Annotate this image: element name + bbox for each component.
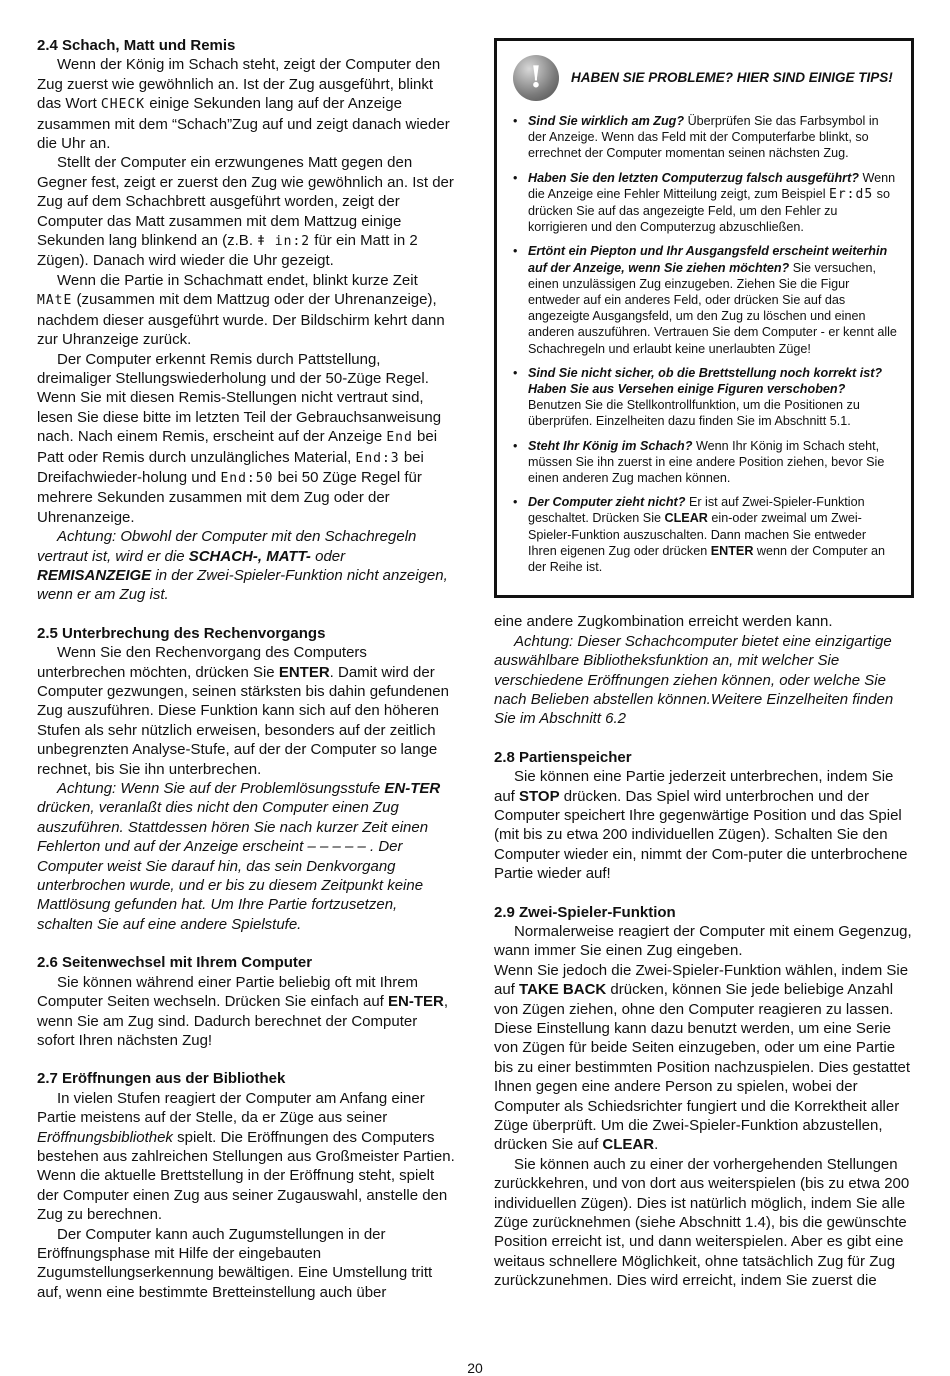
paragraph: Wenn die Partie in Schachmatt endet, blinkt kurze Zeit MAtE (zusammen mit dem Mattzug oder der Uhrenanzeige), nachdem dieser ausgeführt wurde. Der Bildschirm kehrt dann zur Uhranzeige zurück. [37,271,445,349]
lcd-check: CHECK [100,97,146,113]
tip-item: • Steht Ihr König im Schach? Wenn Ihr König im Schach steht, müssen Sie ihn zuerst in eine andere Position ziehen, bevor Sie einen anderen Zug machen können. [513,438,897,487]
tips-list [513,113,897,575]
lcd-end-3: End:3 [355,450,400,466]
tip-item: • Ertönt ein Piepton und Ihr Ausgangsfeld erscheint weiterhin auf der Anzeige, wenn Sie ziehen möchten? Sie versuchen, einen unzulässigen Zug einzugeben. Ziehen Sie die Figur entweder auf ein anderes Feld, oder drücken Sie auf das angezeigte Ausgangsfeld, um den Zug zu löschen und einen anderen auszuführen. Vertrauen Sie dem Computer - er kennt alle Schachregeln und erlaubt keine unerlaubten Züge! [513,243,897,356]
section-title: 2.4 Schach, Matt und Remis [37,37,236,54]
paragraph: Normalerweise reagiert der Computer mit einem Gegenzug, wann immer Sie einen Zug eingeben. [494,922,912,960]
paragraph: Sie können während einer Partie beliebig oft mit Ihrem Computer Seiten wechseln. Drücken Sie einfach auf EN-TER, wenn Sie am Zug sind. Dadurch berechnet der Computer sofort Ihren nächsten Zug! [37,973,449,1049]
tips-box [494,38,914,598]
paragraph: Wenn der König im Schach steht, zeigt der Computer den Zug zuerst wie gewöhnlich an. Ist der Zug ausgeführt, blinkt das Wort CHECK einige Sekunden lang auf der Anzeige zusammen mit dem “Schach”Zug auf und zeigt danach wieder die Uhr an. [37,56,450,153]
left-column [37,36,457,1302]
lcd-mate: MAtE [37,293,73,309]
note-paragraph: Achtung: Wenn Sie auf der Problemlösungsstufe EN-TER drücken, veranlaßt dies nicht den Computer einen Zug auszuführen. Stattdessen hören Sie nach kurzer Zeit einen Fehlerton und auf der Anzeige erscheint – – – – – . Der Computer weist Sie darauf hin, das sein Denkvorgang unterbrochen wurde, und er bis zu diesem Zeitpunkt keine Mattlösung gefunden hat. Um Ihre Partie fortzusetzen, schalten Sie auf eine andere Spielstufe. [37,780,441,933]
tips-title: HABEN SIE PROBLEME? HIER SIND EINIGE TIPS! [571,70,893,85]
tip-item: • Sind Sie wirklich am Zug? Überprüfen Sie das Farbsymbol in der Anzeige. Wenn das Feld mit der Computerfarbe blinkt, so errechnet der Computer momentan seinen nächsten Zug. [513,113,897,162]
lcd-error: Er:d5 [829,186,874,202]
lcd-end-50: End:50 [220,470,274,486]
section-title: 2.8 Partienspeicher [494,748,632,766]
section-title: 2.7 Eröffnungen aus der Bibliothek [37,1070,286,1088]
note-paragraph: Achtung: Obwohl der Computer mit den Schachregeln vertraut ist, wird er die SCHACH-, MATT- oder REMISANZEIGE in der Zwei-Spieler-Funktion nicht anzeigen, wenn er am Zug ist. [37,528,448,604]
tips-header [513,55,897,101]
exclamation-icon: ! [513,55,559,101]
lcd-mate-in-2: ǂ in:2 [257,234,311,250]
paragraph: In vielen Stufen reagiert der Computer am Anfang einer Partie meistens auf der Stelle, da er Züge aus seiner Eröffnungsbibliothek spielt. Die Eröffnungen des Computers bestehen aus zahlreichen Stellungen aus Großmeister Partien. Wenn die aktuelle Brettstellung in der Eröffnung steht, spielt der Computer einen Zug aus seiner Zugauswahl, anstelle den Zug zu berechnen. [37,1089,455,1224]
tip-item: • Haben Sie den letzten Computerzug falsch ausgeführt? Wenn die Anzeige eine Fehler Mitteilung zeigt, zum Beispiel Er:d5 so drücken Sie auf das angezeigte Feld, um den Fehler zu korrigieren und den Computerzug abzuschließen. [513,170,897,236]
section-title: 2.6 Seitenwechsel mit Ihrem Computer [37,954,313,972]
note-paragraph: Achtung: Dieser Schachcomputer bietet eine einzigartige auswählbare Bibliotheksfunktion an, mit welcher Sie verschiedene Eröffnungen ziehen können, oder welche Sie nach Belieben abstellen können.Weitere Einzelheiten finden Sie im Abschnitt 6.2 [494,632,894,728]
paragraph: Der Computer kann auch Zugumstellungen in der Eröffnungsphase mit Hilfe der eingebauten Zugumstellungserkennung bewältigen. Eine Umstellung tritt auf, wenn eine bestimmte Bretteinstellung auch über [37,1225,433,1301]
paragraph: Sie können auch zu einer der vorhergehenden Stellungen zurückkehren, und von dort aus weiterspielen (bis zu etwa 200 individuellen Zügen). Dies ist natürlich möglich, indem Sie alle Züge zurücknehmen (siehe Abschnitt 1.4), bis die gewünschte Position erreicht ist, und dann weiterspielen. Aber es gibt eine weitaus schnellere Möglichkeit, ohne tatsächlich Zug für Zug zurückzunehmen. Dies wird erreicht, indem Sie zuerst die [494,1155,910,1290]
page-number: 20 [467,1360,483,1376]
paragraph: Sie können eine Partie jederzeit unterbrechen, indem Sie auf STOP drücken. Das Spiel wird unterbrochen und der Computer speichert Ihre gegenwärtige Position und das Spiel (mit bis zu etwa 200 individuellen Zügen). Schalten Sie den Computer wieder ein, nimmt der Com-puter die unterbrochene Partie wieder auf! [494,768,908,883]
paragraph: Stellt der Computer ein erzwungenes Matt gegen den Gegner fest, zeigt er zuerst den Zug wie gewöhnlich an. Ist der Zug auf dem Schachbrett ausgeführt worden, zeigt der Computer das Matt zusammen mit dem Mattzug einige Sekunden lang blinkend an (z.B. ǂ in:2 für ein Matt in 2 Zügen). Danach wird wieder die Uhr gezeigt. [37,154,454,270]
tip-item: • Sind Sie nicht sicher, ob die Brettstellung noch korrekt ist? Haben Sie aus Versehen einige Figuren verschoben? Benutzen Sie die Stellkontrollfunktion, um die Positionen zu überprüfen. Einzelheiten dazu finden Sie im Abschnitt 5.1. [513,365,897,430]
section-title: 2.9 Zwei-Spieler-Funktion [494,903,676,921]
lcd-end: End [386,430,413,446]
section-title: 2.5 Unterbrechung des Rechenvorgangs [37,624,326,642]
paragraph: eine andere Zugkombination erreicht werden kann. [494,613,833,631]
tip-item: • Der Computer zieht nicht? Er ist auf Zwei-Spieler-Funktion geschaltet. Drücken Sie CLEAR ein-oder zweimal um Zwei-Spieler-Funktion auszuschalten. Dann machen Sie entweder Ihren eigenen Zug oder drücken ENTER wenn der Computer an der Reihe ist. [513,494,897,575]
right-column [494,36,914,1291]
paragraph: Wenn Sie den Rechenvorgang des Computers unterbrechen möchten, drücken Sie ENTER. Damit wird der Computer gezwungen, seinen stärksten bis dahin gefundenen Zug auszuführen. Diese Funktion kann sich auf den höheren Stufen als sehr nützlich erweisen, besonders auf der zeitlich unbegrenzten Analyse-Stufe, auf der der Computer so lange rechnet, bis Sie ihn unterbrechen. [37,644,449,778]
paragraph: Wenn Sie jedoch die Zwei-Spieler-Funktion wählen, indem Sie auf TAKE BACK drücken, können Sie jede beliebige Anzahl von Zügen ziehen, ohne den Computer reagieren zu lassen. Diese Einstellung kann dazu benutzt werden, um eine Serie von Zügen für beide Seiten einzugeben, oder um eine Partie bis zu einer bestimmten Position nachzuspielen. Dies gestattet Ihnen gegen eine andere Person zu spielen, wobei der Computer als Schiedsrichter fungiert und die Korrektheit aller Züge überprüft. Um die Zwei-Spieler-Funktion abzustellen, drücken Sie auf CLEAR. [494,961,911,1154]
paragraph: Der Computer erkennt Remis durch Pattstellung, dreimaliger Stellungswiederholung und der 50-Züge Regel. Wenn Sie mit diesen Remis-Stellungen nicht vertraut sind, lesen Sie diese bitte im letzten Teil der Gebrauchsanweisung nach. Nach einem Remis, erscheint auf der Anzeige End bei Patt oder Remis durch unzulängliches Material, End:3 bei Dreifachwieder-holung und End:50 bei 50 Züge Regel für mehrere Sekunden zusammen mit dem Zug oder der Uhrenanzeige. [37,350,442,526]
